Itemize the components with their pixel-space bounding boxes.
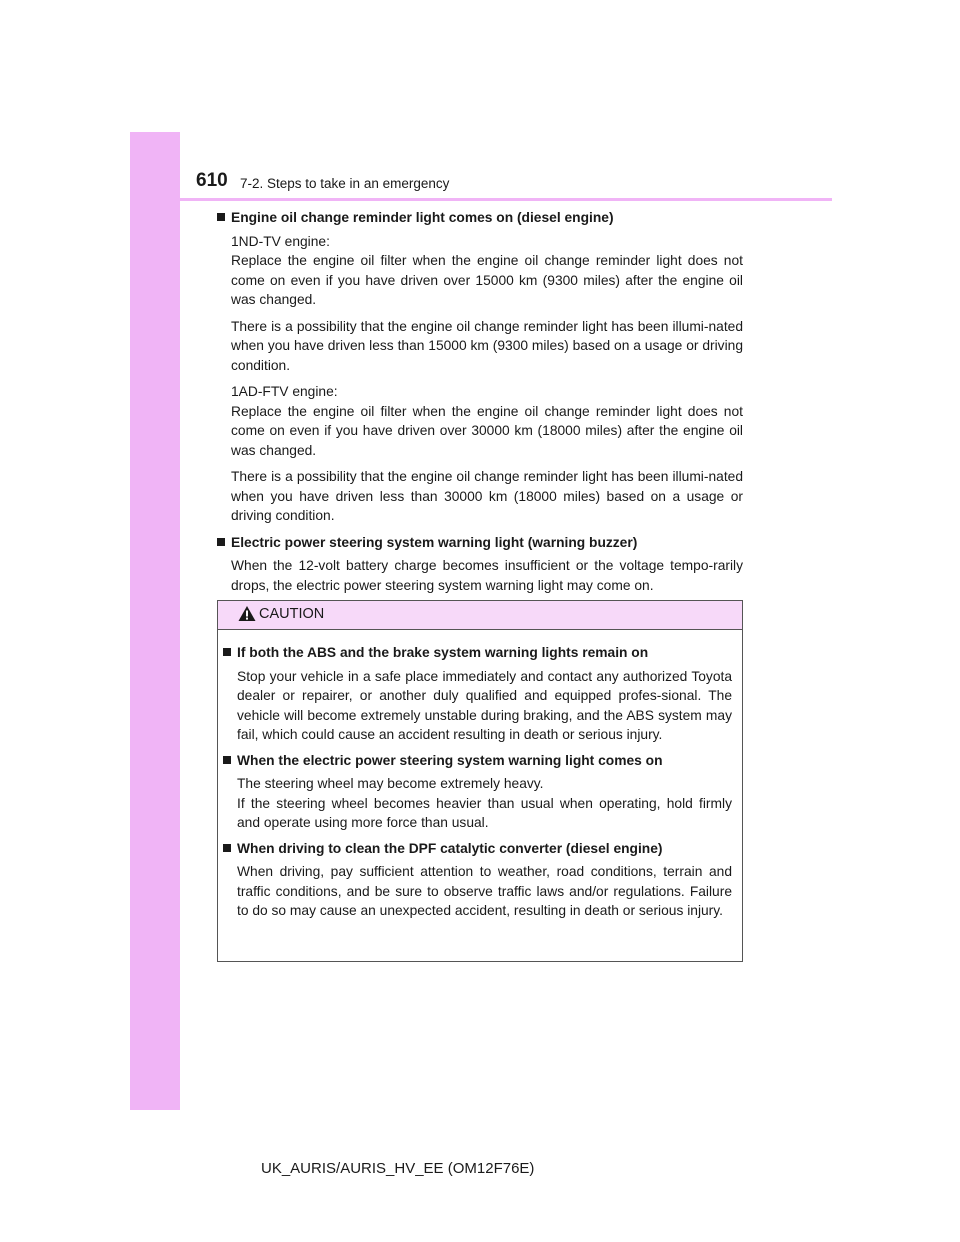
- bullet-square-icon: [217, 213, 225, 221]
- paragraph: There is a possibility that the engine oil change reminder light has been illumi-nated when you have driven less than 30000 km (18000 miles) based on a usage or driving condition.: [231, 469, 743, 523]
- section-title: 7-2. Steps to take in an emergency: [240, 176, 450, 191]
- bullet-square-icon: [217, 538, 225, 546]
- caution-body: [218, 630, 742, 921]
- paragraph: When the 12-volt battery charge becomes insufficient or the voltage tempo-rarily drops, the electric power steering system warning light may come on.: [231, 558, 743, 593]
- bullet-square-icon: [223, 756, 231, 764]
- main-content: [217, 206, 743, 602]
- caution-item-heading: When the electric power steering system warning light comes on: [223, 751, 732, 771]
- caution-header: [218, 601, 742, 630]
- caution-box: [217, 600, 743, 962]
- caution-paragraph: Stop your vehicle in a safe place immediately and contact any authorized Toyota dealer or repairer, or another duly qualified and equipped profes-sional. The vehicle will become extremely unstable during braking, and the ABS system may fail, which could cause an accident resulting in death or serious injury.: [237, 668, 732, 742]
- warning-triangle-icon: [238, 605, 256, 627]
- caution-item-heading: If both the ABS and the brake system warning lights remain on: [223, 643, 732, 663]
- bullet-square-icon: [223, 648, 231, 656]
- page-number: 610: [196, 170, 228, 191]
- paragraph: 1ND-TV engine: Replace the engine oil filter when the engine oil change reminder light does not come on even if you have driven over 15000 km (9300 miles) after the engine oil was changed.: [231, 233, 743, 307]
- caution-title: CAUTION: [259, 606, 325, 622]
- chapter-side-tab: [130, 132, 180, 1110]
- caution-paragraph: The steering wheel may become extremely heavy. If the steering wheel becomes heavier than usual when operating, hold firmly and operate using more force than usual.: [237, 776, 732, 830]
- paragraph: There is a possibility that the engine oil change reminder light has been illumi-nated when you have driven less than 15000 km (9300 miles) based on a usage or driving condition.: [231, 318, 743, 373]
- footer-doc-code: UK_AURIS/AURIS_HV_EE (OM12F76E): [261, 1160, 535, 1177]
- item-heading: Electric power steering system warning light (warning buzzer): [217, 533, 743, 553]
- caution-paragraph: When driving, pay sufficient attention to weather, road conditions, terrain and traffic conditions, and be sure to observe traffic laws and/or regulations. Failure to do so may cause an unexpected accident, resulting in death or serious injury.: [237, 864, 732, 918]
- header-rule: [180, 198, 832, 201]
- bullet-square-icon: [223, 844, 231, 852]
- paragraph: 1AD-FTV engine: Replace the engine oil filter when the engine oil change reminder light does not come on even if you have driven over 30000 km (18000 miles) after the engine oil was changed.: [231, 384, 743, 458]
- caution-item-heading: When driving to clean the DPF catalytic converter (diesel engine): [223, 839, 732, 859]
- item-heading: Engine oil change reminder light comes on (diesel engine): [217, 208, 743, 228]
